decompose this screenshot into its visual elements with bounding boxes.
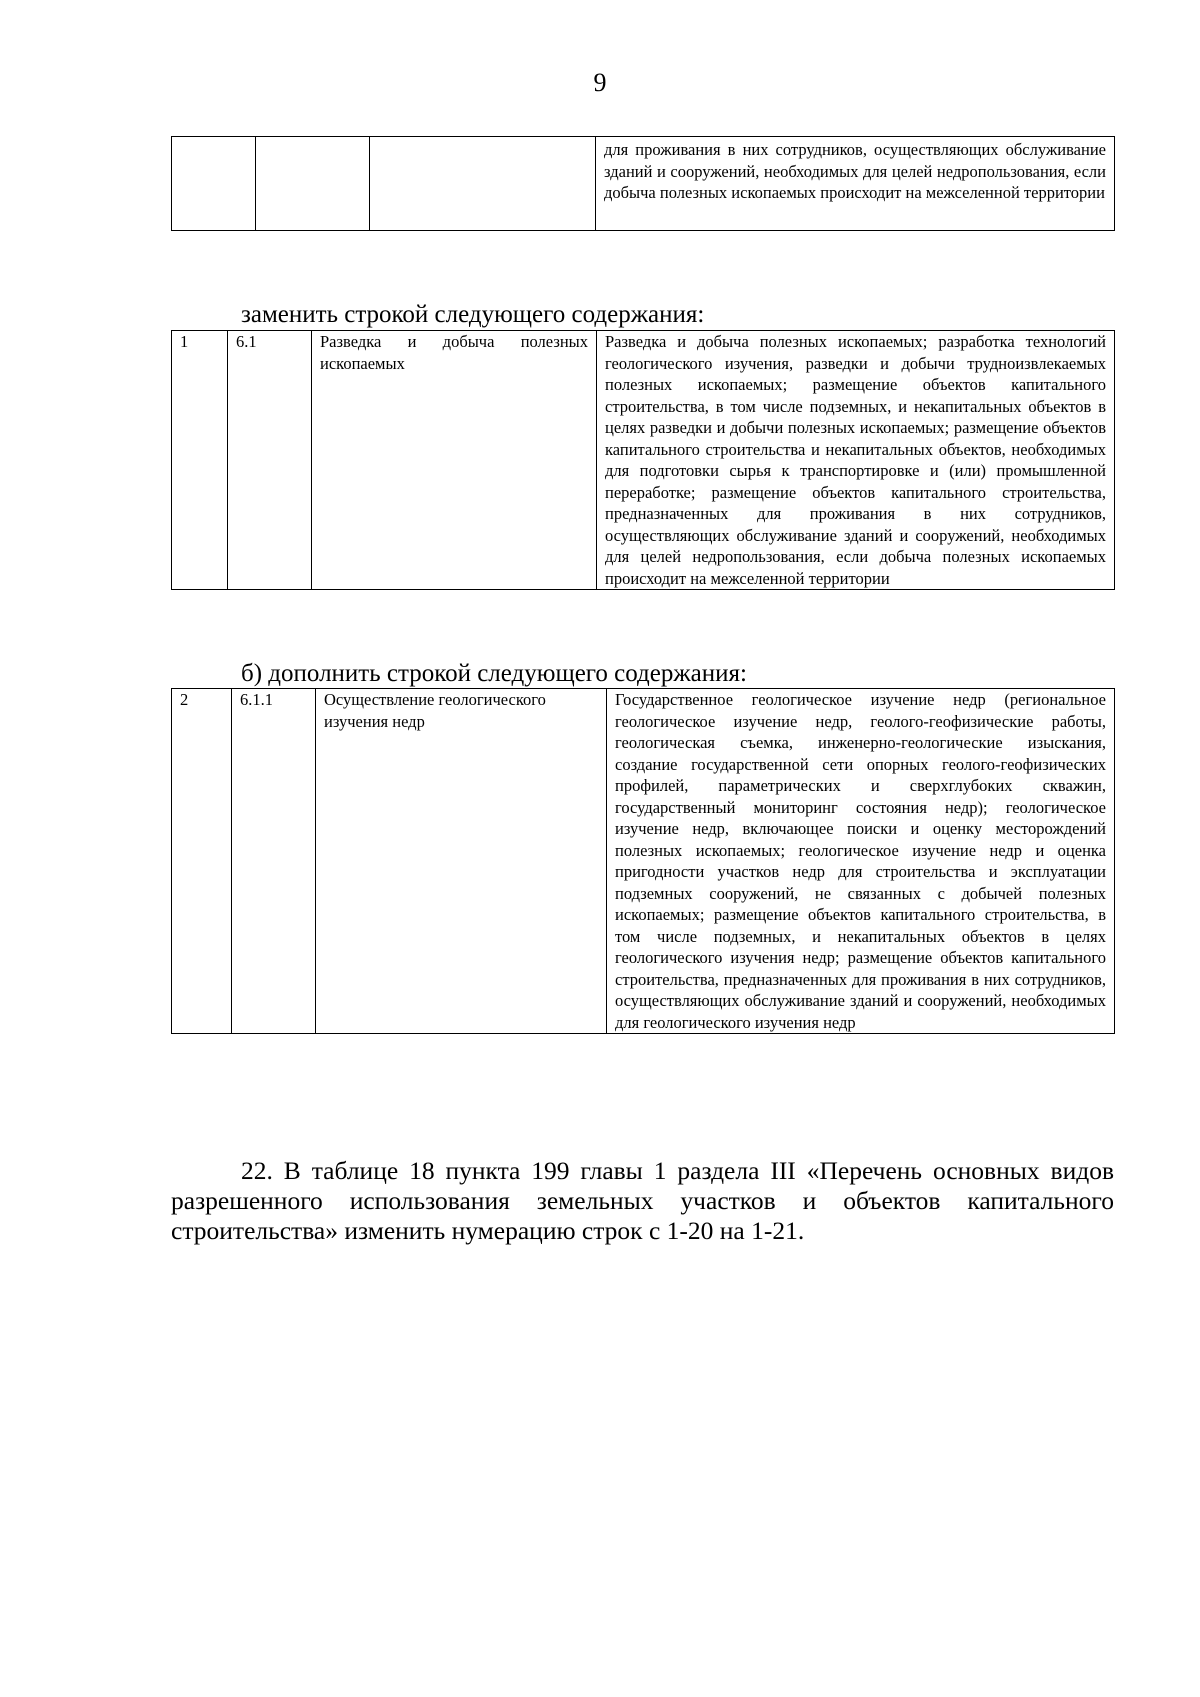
- cell-num: [172, 137, 256, 231]
- cell-description: Государственное геологическое изучение недр (региональное геологическое изучение недр, геолого-геофизические работы, геологическая съемка, инженерно-геологические изыскания, создание государственной сети опорных геолого-геофизических профилей, параметрических и сверхглубоких скважин, государственный мониторинг состояния недр); геологическое изучение недр, включающее поиски и оценку месторождений полезных ископаемых; геологическое изучение недр и оценка пригодности участков недр для строительства и эксплуатации подземных сооружений, не связанных с добычей полезных ископаемых; размещение объектов капитального строительства, в том числе подземных, и некапитальных объектов в целях геологического изучения недр; размещение объектов капитального строительства, предназначенных для проживания в них сотрудников, осуществляющих обслуживание зданий и сооружений, необходимых для геологического изучения недр: [607, 689, 1115, 1034]
- table-replace-row: [171, 330, 1115, 590]
- cell-name: [370, 137, 596, 231]
- cell-name: Разведка и добыча полезных ископаемых: [312, 331, 597, 590]
- cell-code: 6.1: [228, 331, 312, 590]
- table-add-row: [171, 688, 1115, 1034]
- heading-add: б) дополнить строкой следующего содержания:: [241, 660, 747, 687]
- page-number: 9: [593, 68, 607, 97]
- paragraph-22: [171, 1156, 1114, 1246]
- cell-name: Осуществление геологического изучения недр: [316, 689, 607, 1034]
- cell-code: [256, 137, 370, 231]
- cell-num: 2: [172, 689, 232, 1034]
- cell-num: 1: [172, 331, 228, 590]
- cell-code: 6.1.1: [232, 689, 316, 1034]
- table-row: [172, 331, 1115, 590]
- table-continuation: [171, 136, 1115, 231]
- cell-description: Разведка и добыча полезных ископаемых; разработка технологий геологического изучения, разведки и добычи трудноизвлекаемых полезных ископаемых; размещение объектов капитального строительства, в том числе подземных, и некапитальных объектов в целях разведки и добычи полезных ископаемых; размещение объектов капитального строительства и некапитальных объектов, необходимых для подготовки сырья к транспортировке и (или) промышленной переработке; размещение объектов капитального строительства, предназначенных для проживания в них сотрудников, осуществляющих обслуживание зданий и сооружений, необходимых для целей недропользования, если добыча полезных ископаемых происходит на межселенной территории: [597, 331, 1115, 590]
- cell-description: для проживания в них сотрудников, осуществляющих обслуживание зданий и сооружений, необходимых для целей недропользования, если добыча полезных ископаемых происходит на межселенной территории: [596, 137, 1115, 231]
- table-row: [172, 137, 1115, 231]
- paragraph-22-text: 22. В таблице 18 пункта 199 главы 1 раздела III «Перечень основных видов разрешенного использования земельных участков и объектов капитального строительства» изменить нумерацию строк с 1-20 на 1-21.: [171, 1156, 1114, 1245]
- table-row: [172, 689, 1115, 1034]
- heading-replace: заменить строкой следующего содержания:: [241, 301, 705, 328]
